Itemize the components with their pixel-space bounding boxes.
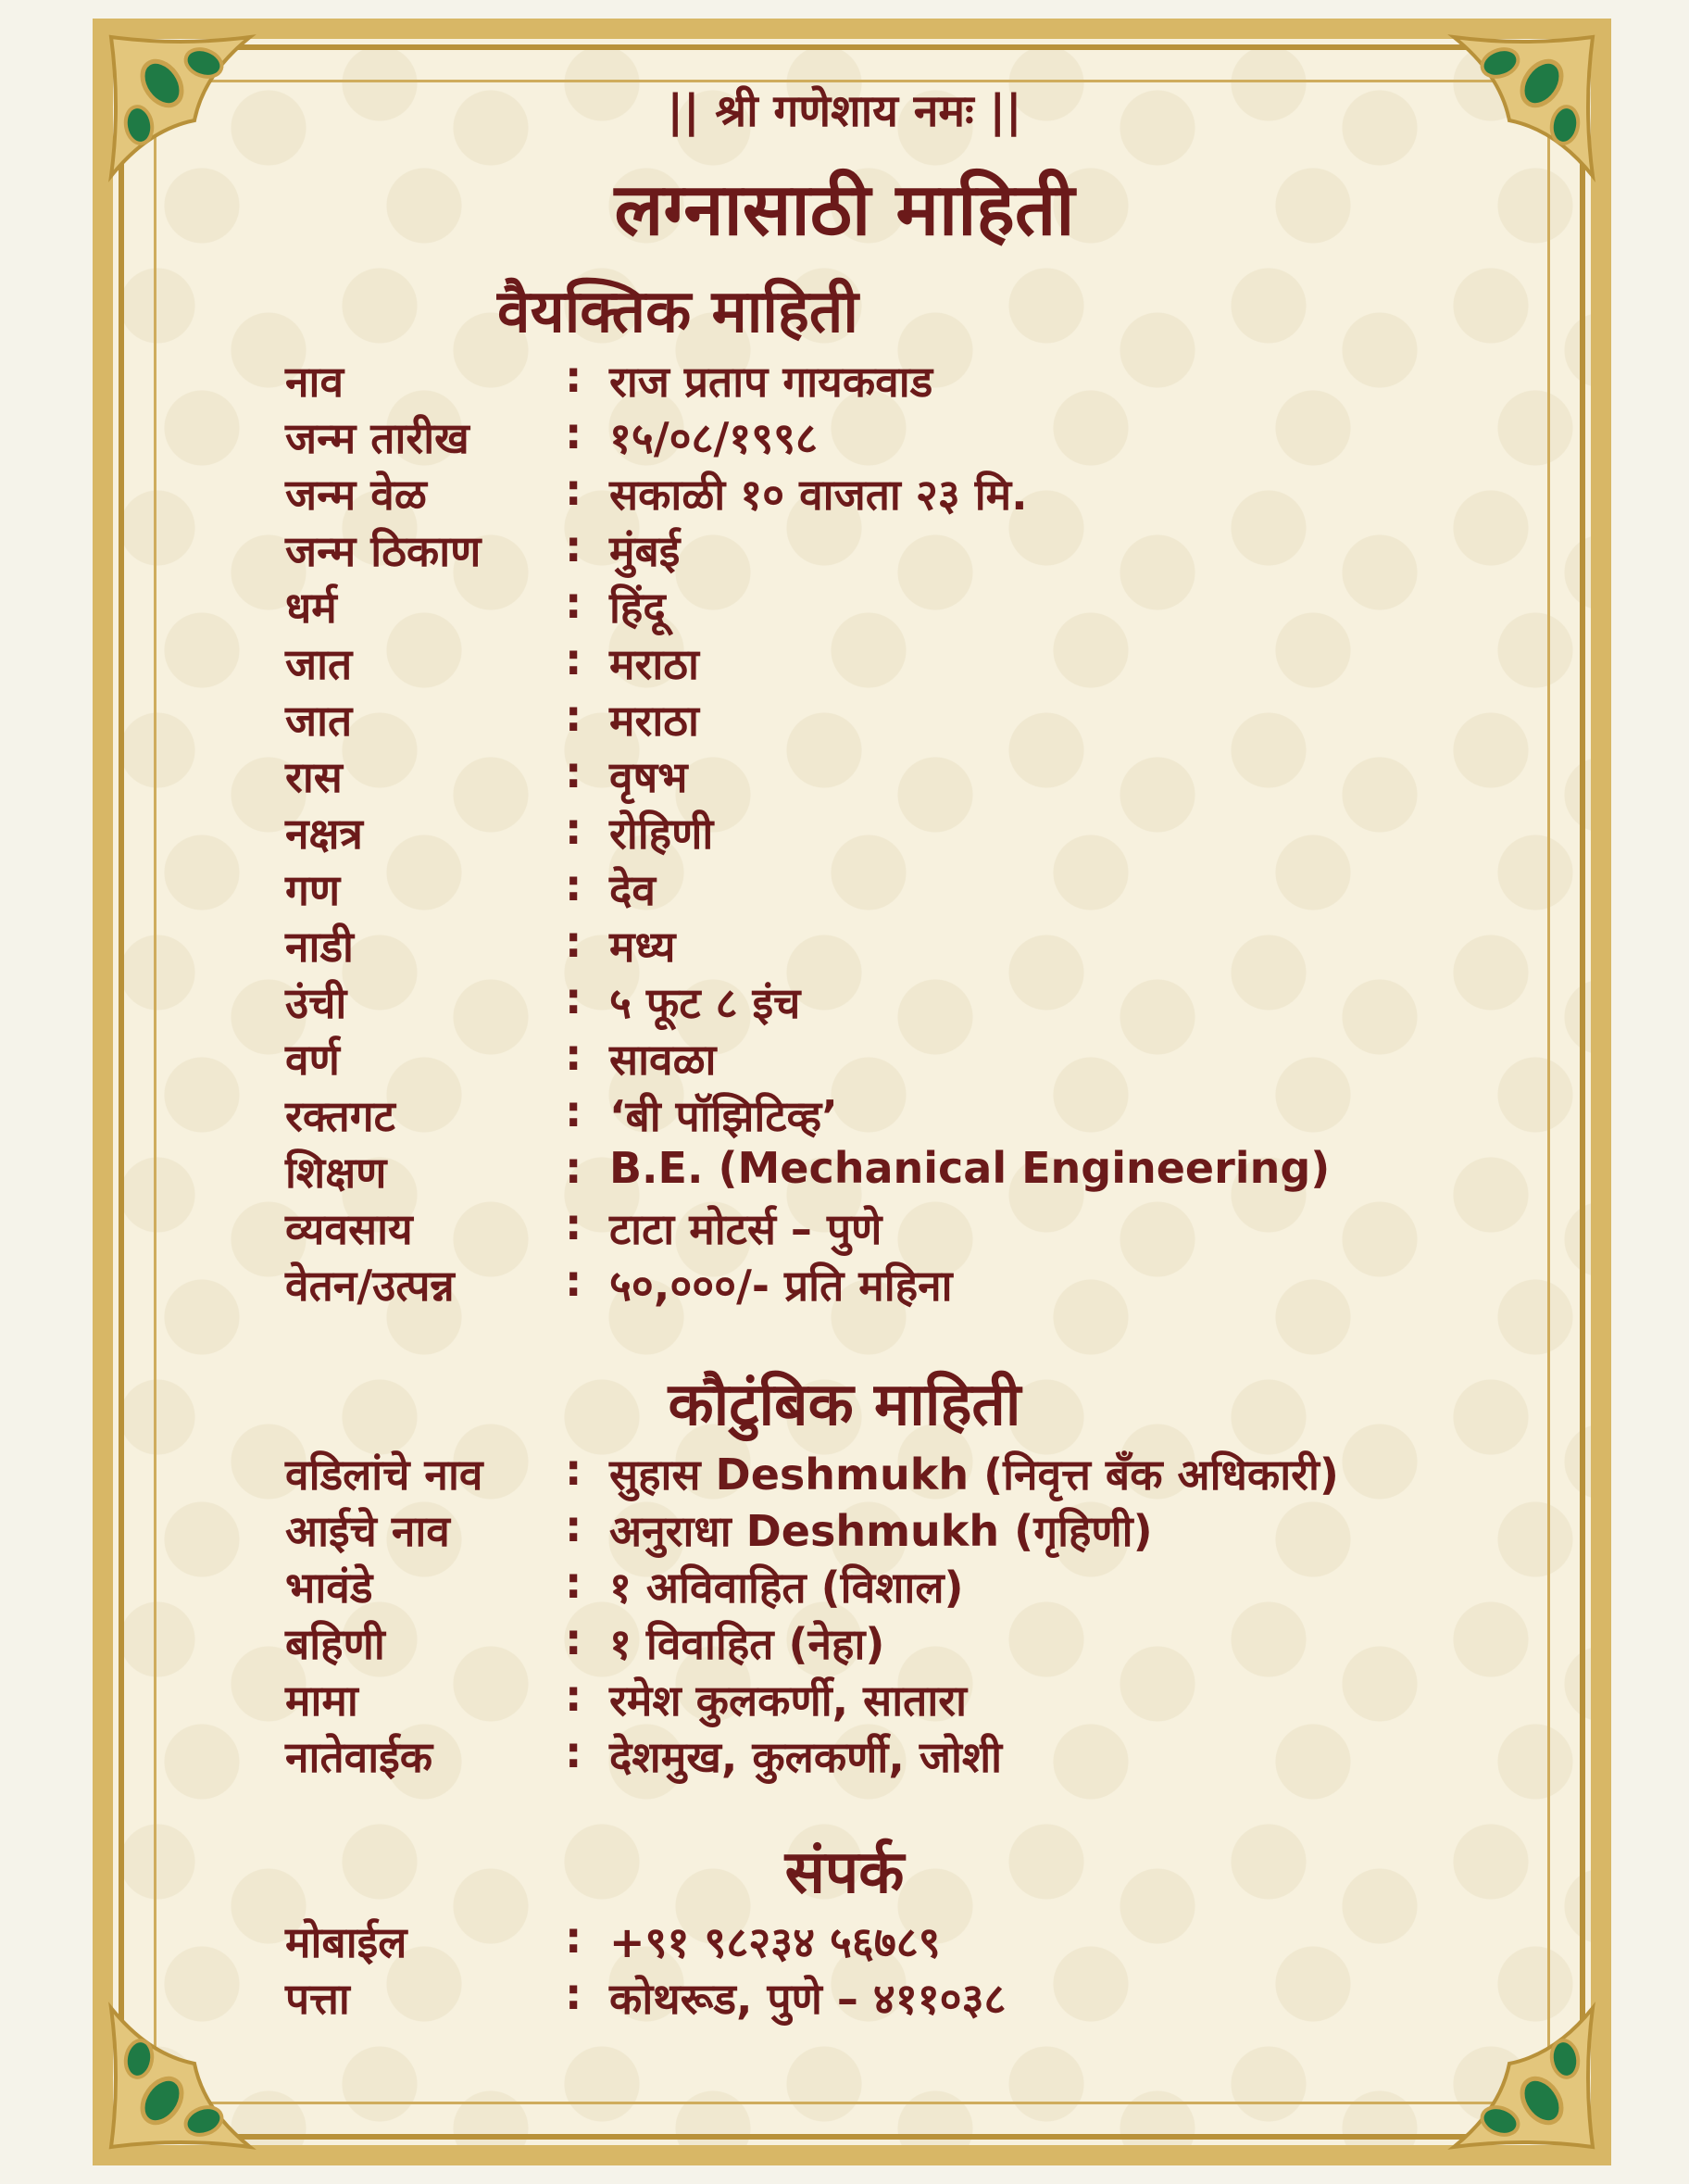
detail-value: १५/०८/१९९८ [609, 413, 818, 463]
detail-label: धर्म [285, 583, 337, 633]
detail-value: अनुराधा Deshmukh (गृहिणी) [609, 1506, 1153, 1556]
detail-label: शिक्षण [285, 1148, 387, 1198]
separator: : [565, 634, 582, 684]
detail-label: व्यवसाय [285, 1204, 413, 1254]
detail-value: रोहिणी [609, 809, 714, 859]
separator: : [565, 1913, 582, 1963]
detail-label: उंची [285, 978, 347, 1028]
separator: : [565, 1969, 582, 2019]
detail-label: जन्म ठिकाण [285, 526, 482, 576]
detail-row [285, 352, 1489, 408]
separator: : [565, 1143, 582, 1193]
separator: : [565, 747, 582, 797]
separator: : [565, 1727, 582, 1777]
detail-row [285, 1086, 1489, 1143]
detail-value: हिंदू [609, 583, 666, 633]
detail-value: देशमुख, कुलकर्णी, जोशी [609, 1732, 1003, 1782]
separator: : [565, 1086, 582, 1136]
separator: : [565, 352, 582, 402]
detail-label: जात [285, 696, 353, 746]
separator: : [565, 917, 582, 967]
detail-value: मुंबई [609, 526, 681, 576]
detail-label: नातेवाईक [285, 1732, 433, 1782]
detail-row [285, 804, 1489, 860]
detail-label: आईचे नाव [285, 1506, 450, 1556]
detail-row [285, 1143, 1489, 1199]
detail-row [285, 691, 1489, 747]
separator: : [565, 1256, 582, 1306]
detail-row [285, 408, 1489, 465]
separator: : [565, 804, 582, 854]
detail-row [285, 1445, 1489, 1501]
detail-row [285, 634, 1489, 691]
detail-value: ‘बी पॉझिटिव्ह’ [609, 1091, 838, 1141]
detail-label: वडिलांचे नाव [285, 1450, 483, 1500]
detail-label: नाडी [285, 922, 354, 972]
separator: : [565, 860, 582, 910]
detail-row [285, 747, 1489, 804]
family-section-heading: कौटुंबिक माहिती [668, 1371, 1021, 1439]
invocation-line: || श्री गणेशाय नमः || [667, 85, 1022, 137]
detail-value: देव [609, 865, 657, 915]
detail-value: मराठा [609, 696, 699, 746]
detail-value: १ विवाहित (नेहा) [609, 1619, 885, 1669]
detail-label: वेतन/उत्पन्न [285, 1261, 455, 1311]
detail-label: जन्म तारीख [285, 413, 469, 463]
detail-value: मराठा [609, 639, 699, 689]
separator: : [565, 578, 582, 628]
contact-details-list [285, 1913, 1489, 2026]
detail-row [285, 973, 1489, 1030]
detail-label: बहिणी [285, 1619, 385, 1669]
detail-row [285, 1969, 1489, 2026]
detail-label: जन्म वेळ [285, 470, 427, 520]
family-details-list [285, 1445, 1489, 1784]
detail-value: रमेश कुलकर्णी, सातारा [609, 1676, 967, 1726]
detail-value: वृषभ [609, 752, 688, 802]
personal-section-heading: वैयक्तिक माहिती [497, 278, 858, 346]
detail-row [285, 1558, 1489, 1614]
detail-row [285, 1199, 1489, 1256]
detail-value: B.E. (Mechanical Engineering) [609, 1143, 1331, 1193]
detail-row [285, 521, 1489, 578]
detail-row [285, 1256, 1489, 1312]
detail-row [285, 1501, 1489, 1558]
separator: : [565, 521, 582, 571]
separator: : [565, 1671, 582, 1721]
detail-label: नाव [285, 357, 344, 407]
detail-value: सावळा [609, 1035, 717, 1085]
detail-value: ५ फूट ८ इंच [609, 978, 801, 1028]
separator: : [565, 973, 582, 1023]
detail-label: वर्ण [285, 1035, 340, 1085]
detail-value: सकाळी १० वाजता २३ मि. [609, 470, 1028, 520]
separator: : [565, 1614, 582, 1664]
detail-row [285, 1913, 1489, 1969]
detail-value: राज प्रताप गायकवाड [609, 357, 933, 407]
separator: : [565, 1030, 582, 1080]
detail-value: मध्य [609, 922, 676, 972]
separator: : [565, 1558, 582, 1608]
detail-row [285, 1030, 1489, 1086]
separator: : [565, 1501, 582, 1551]
detail-label: भावंडे [285, 1563, 373, 1613]
separator: : [565, 408, 582, 458]
detail-label: पत्ता [285, 1974, 350, 2024]
detail-label: गण [285, 865, 341, 915]
detail-value: ५०,०००/- प्रति महिना [609, 1261, 953, 1311]
detail-row [285, 860, 1489, 917]
page-title: लग्नासाठी माहिती [614, 169, 1075, 252]
detail-value: १ अविवाहित (विशाल) [609, 1563, 964, 1613]
detail-row [285, 1671, 1489, 1727]
detail-label: मोबाईल [285, 1917, 407, 1967]
detail-label: रक्तगट [285, 1091, 395, 1141]
separator: : [565, 465, 582, 515]
separator: : [565, 1199, 582, 1249]
detail-label: रास [285, 752, 343, 802]
detail-row [285, 1727, 1489, 1784]
detail-label: जात [285, 639, 353, 689]
detail-label: नक्षत्र [285, 809, 363, 859]
separator: : [565, 691, 582, 741]
contact-section-heading: संपर्क [784, 1839, 905, 1907]
address-value: कोथरूड, पुणे – ४११०३८ [609, 1974, 1007, 2024]
detail-value: टाटा मोटर्स – पुणे [609, 1204, 882, 1254]
detail-row [285, 917, 1489, 973]
detail-row [285, 578, 1489, 634]
detail-row [285, 1614, 1489, 1671]
personal-details-list [285, 352, 1489, 1312]
separator: : [565, 1445, 582, 1495]
detail-row [285, 465, 1489, 521]
detail-label: मामा [285, 1676, 358, 1726]
detail-value: सुहास Deshmukh (निवृत्त बँक अधिकारी) [609, 1450, 1339, 1500]
mobile-number: +९१ ९८२३४ ५६७८९ [609, 1917, 941, 1967]
